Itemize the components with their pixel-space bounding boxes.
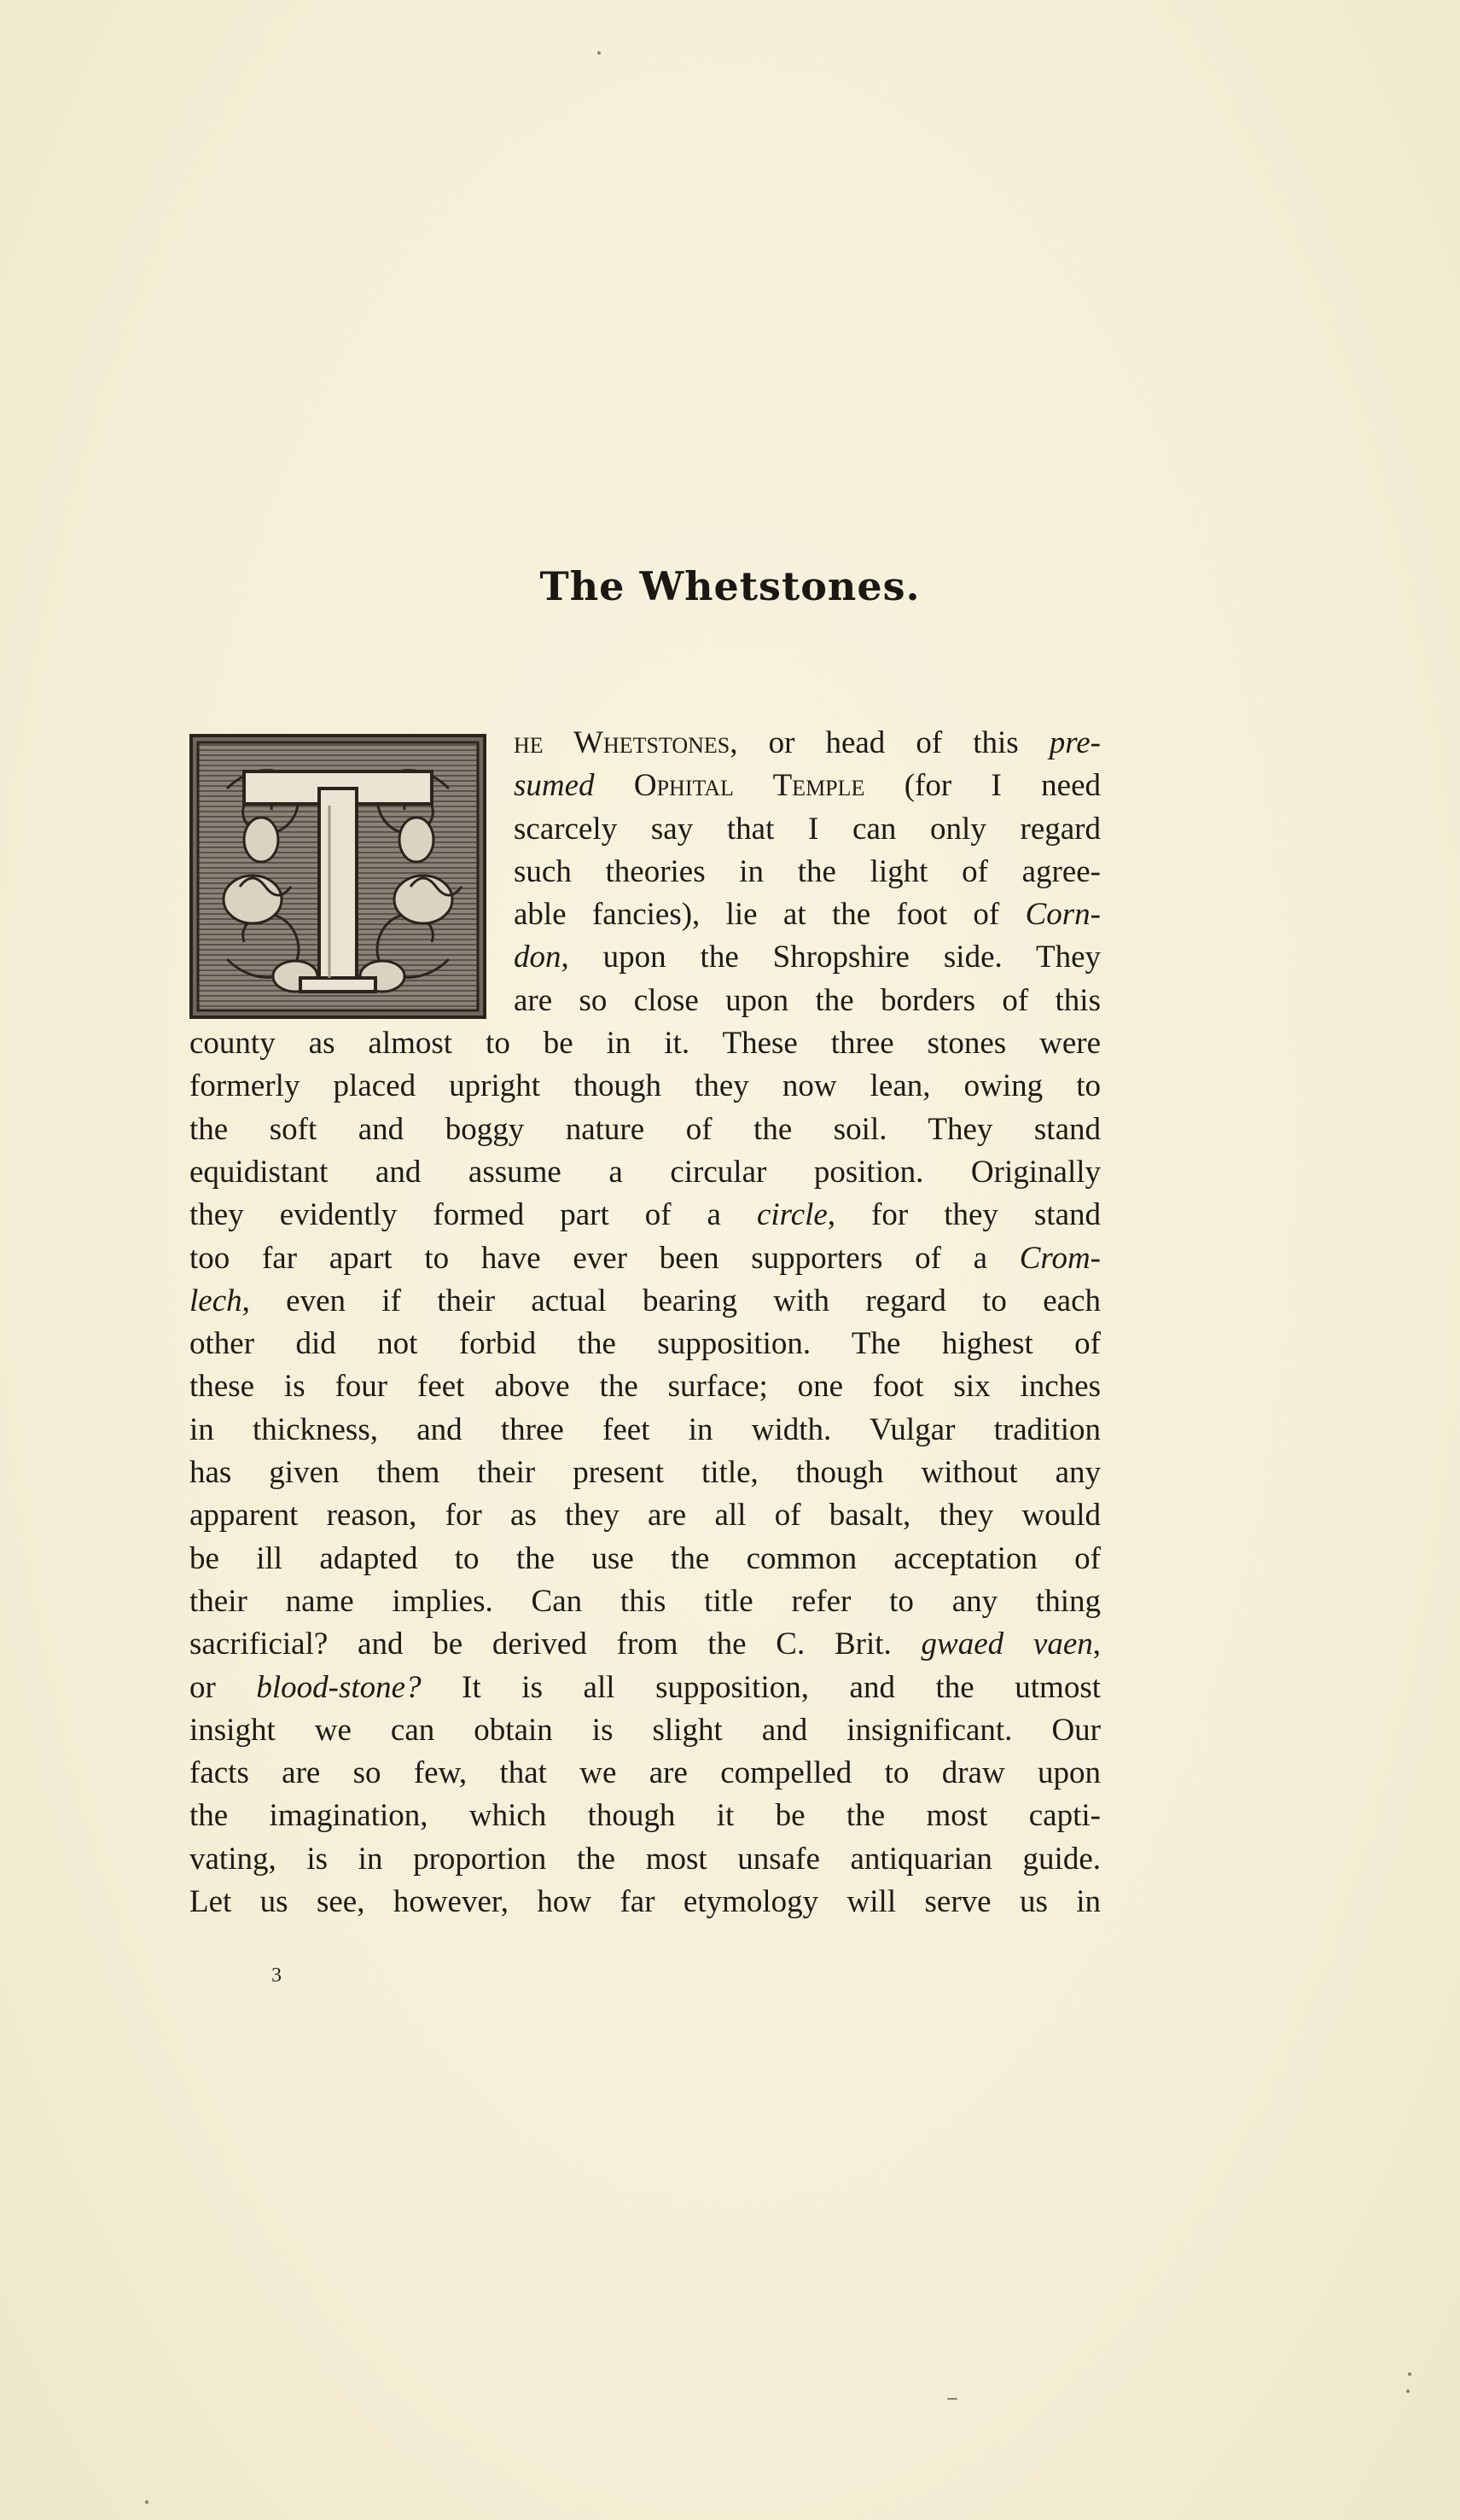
text-line: the soft and boggy nature of the soil. They stand: [189, 1111, 1101, 1147]
text-line: formerly placed upright though they now lean, owing to: [189, 1068, 1101, 1104]
text-line: county as almost to be in it. These three stones were: [189, 1026, 1101, 1062]
text-line: apparent reason, for as they are all of basalt, they would: [189, 1498, 1101, 1534]
text-span: or: [189, 1669, 257, 1705]
text-span: able fancies), lie at the foot of: [514, 897, 1026, 933]
text-span: too far apart to have ever been supporters of a: [189, 1240, 1020, 1276]
body-text: [189, 722, 1101, 1923]
text-span: sacrificial? and be derived from the C. Brit.: [189, 1627, 922, 1662]
text-smallcaps: he Whetstones: [514, 725, 730, 760]
text-line: [189, 1194, 1101, 1237]
text-line: [189, 1237, 1101, 1280]
text-italic: lech: [189, 1283, 242, 1318]
text-line: their name implies. Can this title refer to any thing: [189, 1583, 1101, 1619]
text-span: ,: [1092, 1627, 1101, 1662]
text-italic: Corn-: [1025, 897, 1101, 933]
text-italic: sumed: [514, 768, 595, 804]
signature-mark: 3: [271, 1964, 282, 1987]
text-line: such theories in the light of agree-: [514, 853, 1101, 889]
text-italic: gwaed vaen: [921, 1627, 1093, 1662]
text-line: insight we can obtain is slight and insignificant. Our: [189, 1712, 1101, 1748]
paper-speck: [947, 2398, 957, 2400]
text-italic: Crom-: [1019, 1240, 1101, 1276]
paper-speck: [1406, 2389, 1410, 2393]
paper-speck: [597, 51, 601, 55]
text-span: , upon the Shropshire side. They: [561, 940, 1101, 975]
text-italic: circle: [756, 1197, 828, 1233]
text-line: [189, 1623, 1101, 1666]
text-line: scarcely say that I can only regard: [514, 811, 1101, 847]
text-line: [189, 765, 1101, 807]
text-italic: pre-: [1049, 725, 1102, 760]
paper-speck: [1408, 2372, 1411, 2376]
text-line: [189, 1667, 1101, 1709]
text-line: has given them their present title, though without any: [189, 1455, 1101, 1491]
text-line: these is four feet above the surface; one foot six inches: [189, 1369, 1101, 1405]
text-italic: don: [514, 940, 561, 975]
text-line: are so close upon the borders of this: [514, 982, 1101, 1018]
text-italic: blood-stone?: [256, 1669, 422, 1705]
text-line: [189, 936, 1101, 979]
text-smallcaps: Ophital Temple: [594, 768, 865, 804]
text-line: be ill adapted to the use the common acceptation of: [189, 1540, 1101, 1576]
page-title: The Whetstones.: [539, 563, 921, 609]
text-line: other did not forbid the supposition. The highest of: [189, 1326, 1101, 1362]
text-line: vating, is in proportion the most unsafe antiquarian guide.: [189, 1841, 1101, 1877]
text-line: [189, 1280, 1101, 1323]
text-line: equidistant and assume a circular position. Originally: [189, 1154, 1101, 1190]
text-line: [189, 893, 1101, 936]
text-line: facts are so few, that we are compelled to draw upon: [189, 1755, 1101, 1791]
text-line: the imagination, which though it be the most capti-: [189, 1798, 1101, 1834]
text-line: [189, 722, 1101, 765]
text-line: in thickness, and three feet in width. Vulgar tradition: [189, 1411, 1101, 1447]
text-span: , or head of this: [730, 725, 1050, 760]
paper-speck: [145, 2500, 148, 2504]
text-span: (for I need: [864, 768, 1101, 804]
text-span: they evidently formed part of a: [189, 1197, 757, 1233]
text-line: Let us see, however, how far etymology will serve us in: [189, 1884, 1101, 1920]
text-span: , even if their actual bearing with regard to each: [241, 1283, 1101, 1318]
text-span: , for they stand: [827, 1197, 1102, 1233]
text-span: It is all supposition, and the utmost: [421, 1669, 1102, 1705]
